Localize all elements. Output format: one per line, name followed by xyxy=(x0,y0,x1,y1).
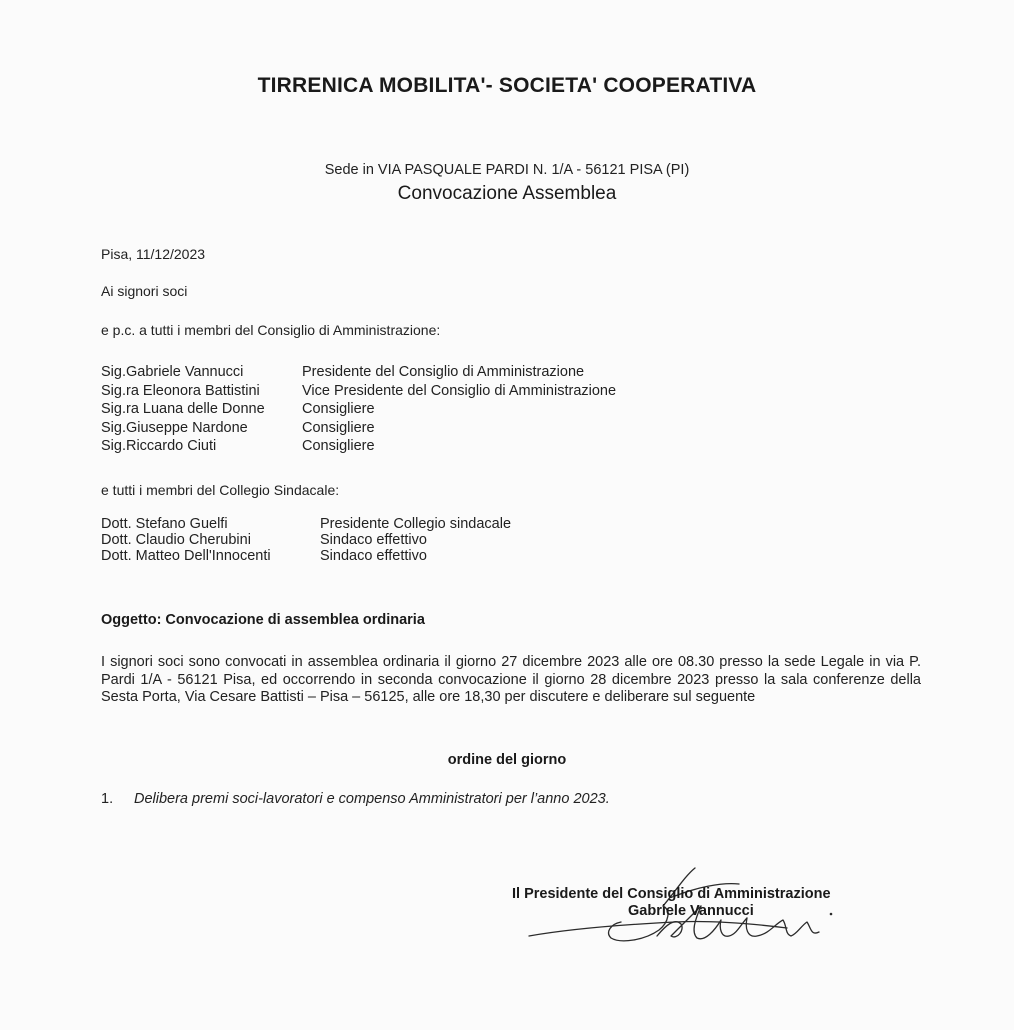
member-role: Consigliere xyxy=(302,401,375,417)
agenda-item-number: 1. xyxy=(101,791,114,807)
board-intro: e p.c. a tutti i membri del Consiglio di Amministrazione: xyxy=(101,322,441,338)
board-member-row xyxy=(101,363,616,382)
member-role: Sindaco effettivo xyxy=(320,532,427,548)
board-member-row xyxy=(101,419,616,438)
member-role: Consigliere xyxy=(302,419,375,436)
agenda-item xyxy=(101,791,610,807)
member-role: Presidente del Consiglio di Amministrazione xyxy=(302,364,585,380)
member-name: Sig.Gabriele Vannucci xyxy=(101,364,244,380)
member-name: Sig.Giuseppe Nardone xyxy=(101,419,248,436)
member-name: Sig.ra Eleonora Battistini xyxy=(101,382,260,399)
college-members-list xyxy=(101,516,511,564)
signature-role: Il Presidente del Consiglio di Amministrazione xyxy=(512,886,831,902)
board-members-list xyxy=(101,363,616,456)
board-member-row xyxy=(101,437,616,456)
agenda-title: ordine del giorno xyxy=(447,752,567,768)
college-member-row xyxy=(101,532,511,548)
board-member-row xyxy=(101,400,616,419)
company-name: TIRRENICA MOBILITA'- SOCIETA' COOPERATIVA xyxy=(257,74,757,97)
agenda-item-text: Delibera premi soci-lavoratori e compenso Amministratori per l’anno 2023. xyxy=(134,791,610,807)
college-member-row xyxy=(101,516,511,532)
member-name: Dott. Stefano Guelfi xyxy=(101,516,228,532)
greeting: Ai signori soci xyxy=(101,283,188,299)
member-role: Presidente Collegio sindacale xyxy=(320,516,512,532)
college-intro: e tutti i membri del Collegio Sindacale: xyxy=(101,482,340,498)
member-name: Sig.Riccardo Ciuti xyxy=(101,438,217,454)
member-name: Sig.ra Luana delle Donne xyxy=(101,401,265,417)
member-role: Consigliere xyxy=(302,438,375,454)
member-role: Sindaco effettivo xyxy=(320,548,427,564)
board-member-row xyxy=(101,382,616,401)
convocation-body: I signori soci sono convocati in assemblea ordinaria il giorno 27 dicembre 2023 alle ore 08.30 presso la sede Legale in via P. Pardi 1/A - 56121 Pisa, ed occorrendo in seconda convocazione il giorno 28 dicembre 2023 presso la sala conferenze della Sesta Porta, Via Cesare Battisti – Pisa – 56125, alle ore 18,30 per discutere e deliberare sul seguente xyxy=(101,654,921,705)
signature-name: Gabriele Vannucci xyxy=(628,903,754,919)
document-subtitle: Convocazione Assemblea xyxy=(397,183,617,204)
member-role: Vice Presidente del Consiglio di Amministrazione xyxy=(302,382,617,399)
subject-line: Oggetto: Convocazione di assemblea ordinaria xyxy=(101,612,425,628)
member-name: Dott. Claudio Cherubini xyxy=(101,532,251,548)
date-line: Pisa, 11/12/2023 xyxy=(101,246,206,262)
member-name: Dott. Matteo Dell'Innocenti xyxy=(101,548,271,564)
college-member-row xyxy=(101,548,511,564)
company-address: Sede in VIA PASQUALE PARDI N. 1/A - 56121 PISA (PI) xyxy=(324,162,690,178)
